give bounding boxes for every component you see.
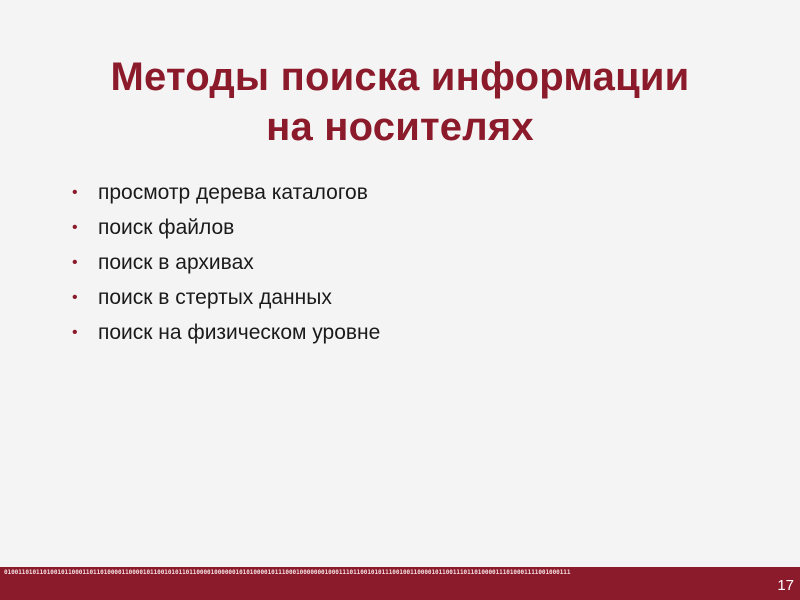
- bullet-text: поиск на физическом уровне: [98, 321, 381, 344]
- bullet-item: [72, 316, 380, 351]
- bullet-text: поиск в стертых данных: [98, 286, 332, 309]
- bullet-dot-icon: •: [72, 289, 78, 306]
- bullet-item: [72, 176, 380, 211]
- slide-title-line-1: Методы поиска информации: [110, 55, 690, 99]
- bullet-text: просмотр дерева каталогов: [98, 181, 368, 204]
- bullet-dot-icon: •: [72, 184, 78, 201]
- bullet-item: [72, 246, 380, 281]
- slide-title: [0, 52, 800, 152]
- bullet-dot-icon: •: [72, 254, 78, 271]
- footer-binary-strip: 010011010110100101100011011010000110000101100101011011000010000001010100001011100010000000100011101100101011100100110000101100111011010000111010001111001000111: [4, 569, 571, 576]
- footer-bar: [0, 567, 800, 600]
- bullet-dot-icon: •: [72, 219, 78, 236]
- page-number: 17: [777, 577, 794, 594]
- slide-title-line-2: на носителях: [266, 105, 534, 149]
- bullet-dot-icon: •: [72, 324, 78, 341]
- bullet-text: поиск в архивах: [98, 251, 254, 274]
- bullet-text: поиск файлов: [98, 216, 235, 239]
- bullet-item: [72, 211, 380, 246]
- bullet-list: [72, 176, 380, 351]
- bullet-item: [72, 281, 380, 316]
